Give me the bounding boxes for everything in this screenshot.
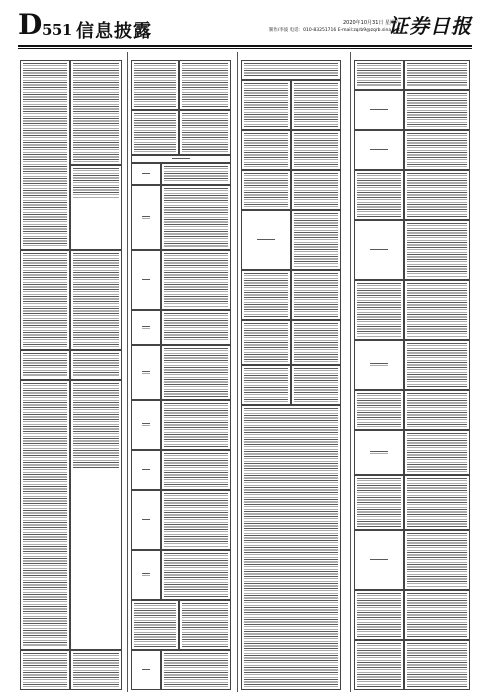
masthead [18,10,472,44]
text-block [291,320,341,365]
text-block [291,80,341,130]
text-block [404,390,470,430]
text-block [179,110,231,155]
text-block [161,550,231,600]
row-label [131,650,161,690]
column-divider [237,52,238,692]
text-block [291,130,341,170]
text-block [70,60,122,165]
text-block [131,600,179,650]
row-label [131,310,161,345]
column-divider [127,52,128,692]
text-block [70,250,122,350]
text-block [179,600,231,650]
text-block [241,405,341,690]
text-block [70,380,122,650]
page-number: 551 [42,21,72,39]
text-block [161,163,231,185]
text-block [179,60,231,110]
text-block [354,590,404,640]
text-block [291,365,341,405]
text-block [241,270,291,320]
row-label [354,90,404,130]
row-label [131,185,161,250]
text-block [291,170,341,210]
text-block [241,170,291,210]
text-block [291,210,341,270]
row-label [241,210,291,270]
row-label [131,250,161,310]
row-label [354,340,404,390]
text-block [354,170,404,220]
text-block [70,165,122,250]
text-block [404,220,470,280]
editor-line: 制作/李波 电话：010-83251716 E-mail:zqrb9@zqrb.sina.net [268,28,400,33]
column-divider [350,52,351,692]
text-block [161,345,231,400]
text-block [404,60,470,90]
text-block [354,60,404,90]
text-block [20,650,70,690]
date-line: 2020年10月31日 星期六 [342,20,400,26]
text-block [161,310,231,345]
text-block [161,650,231,690]
text-block [404,170,470,220]
row-label [354,530,404,590]
text-block [354,390,404,430]
text-block [161,250,231,310]
text-block [354,280,404,340]
text-block [20,350,70,380]
text-block [404,340,470,390]
text-block [20,380,70,650]
section-title: 信息披露 [76,21,152,42]
header-rule-thin [18,48,472,49]
table-header [131,155,231,163]
text-block [354,475,404,530]
newspaper-logo: 证券日报 [388,14,472,38]
text-block [291,270,341,320]
text-block [404,130,470,170]
text-block [241,80,291,130]
text-block [161,490,231,550]
row-label [354,130,404,170]
row-label [354,220,404,280]
text-block [131,110,179,155]
row-label [131,163,161,185]
text-block [354,640,404,690]
row-label [131,490,161,550]
text-block [161,185,231,250]
text-block [404,640,470,690]
text-block [404,280,470,340]
text-block [404,590,470,640]
text-block [404,430,470,475]
row-label [131,450,161,490]
row-label [131,400,161,450]
text-block [404,90,470,130]
header-rule [18,45,472,47]
text-block [70,350,122,380]
row-label [354,430,404,475]
text-block [131,60,179,110]
section-letter: D [18,8,43,41]
text-block [20,60,70,250]
text-block [161,450,231,490]
text-block [161,400,231,450]
row-label [131,345,161,400]
text-block [241,130,291,170]
text-block [20,250,70,350]
text-block [70,650,122,690]
row-label [131,550,161,600]
text-block [241,365,291,405]
text-block [404,530,470,590]
text-block [241,60,341,80]
text-block [241,320,291,365]
text-block [404,475,470,530]
